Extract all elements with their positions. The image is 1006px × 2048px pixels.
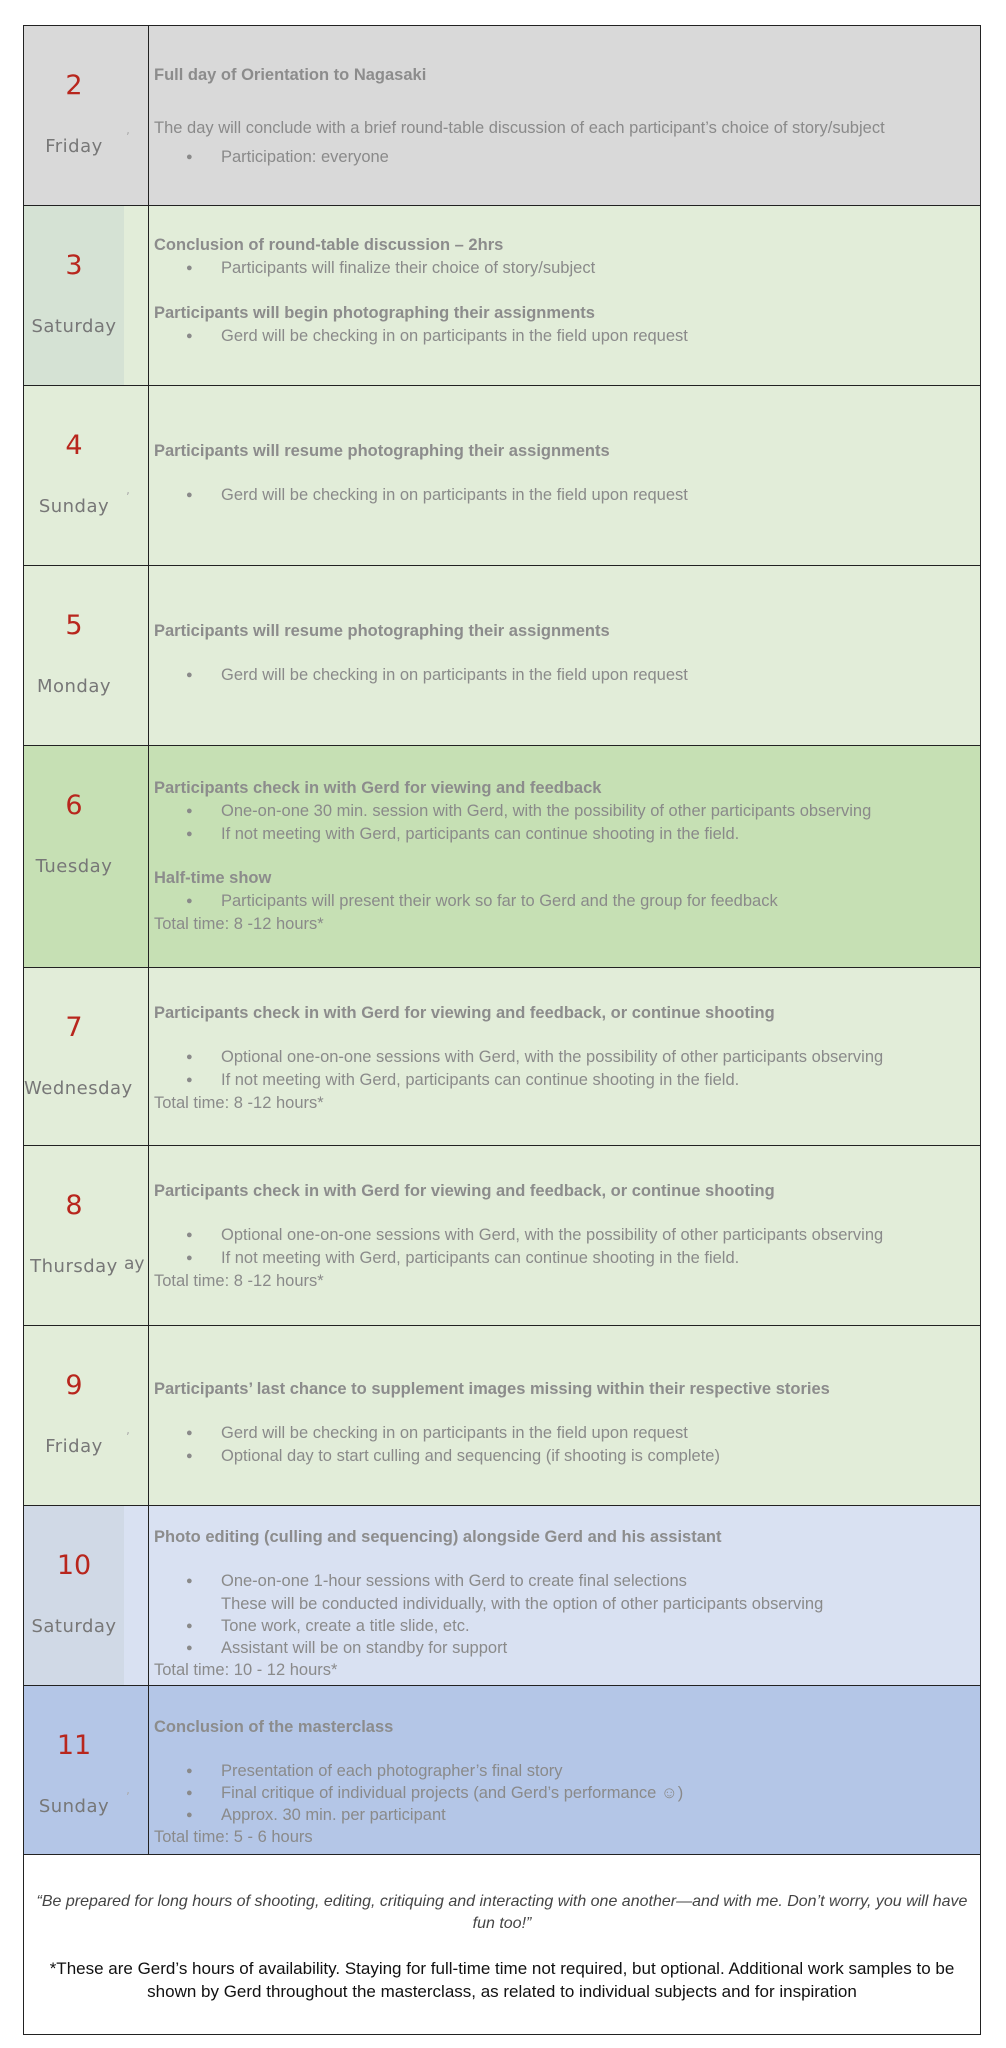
section-heading: Participants will resume photographing their assignments (154, 622, 610, 640)
bullet-dot-icon: ● (186, 1074, 193, 1086)
day-row (23, 565, 981, 745)
day-cell (24, 1686, 149, 1854)
bullet-dot-icon: ● (186, 330, 193, 342)
bullet-text: Presentation of each photographer’s final story (221, 1762, 563, 1780)
section-heading: Conclusion of round-table discussion – 2hrs (154, 236, 504, 254)
day-row (23, 25, 981, 205)
day-cell (24, 1146, 149, 1325)
footer-quote: “Be prepared for long hours of shooting, editing, critiquing and interacting with one another—and with me. Don’t worry, you will have fun too!” (36, 1893, 968, 1932)
footer-note: *These are Gerd’s hours of availability. Staying for full-time time not required, but optional. Additional work samples to be shown by Gerd throughout the masterclass, as related to individual subjects and for inspiration (49, 1959, 955, 2001)
section-heading: Half-time show (154, 869, 272, 887)
bullet-text: Gerd will be checking in on participants in the field upon request (221, 1424, 688, 1442)
bullet-text: These will be conducted individually, with the option of other participants observing (221, 1595, 824, 1613)
body-text: Total time: 5 - 6 hours (154, 1828, 313, 1846)
bullet-dot-icon: ● (186, 1051, 193, 1063)
bullet-text: Tone work, create a title slide, etc. (221, 1617, 470, 1635)
body-text: Total time: 8 -12 hours* (154, 915, 324, 933)
bullet-text: Participants will finalize their choice of story/subject (221, 259, 596, 277)
day-name: Friday (45, 136, 103, 157)
bullet-text: Assistant will be on standby for support (221, 1639, 508, 1657)
bullet-text: If not meeting with Gerd, participants can continue shooting in the field. (221, 1071, 740, 1089)
day-number: 3 (65, 250, 83, 281)
day-number: 2 (65, 70, 83, 101)
day-cell (24, 1506, 149, 1685)
bullet-text: Gerd will be checking in on participants in the field upon request (221, 666, 688, 684)
day-content (154, 1326, 974, 1505)
day-cell (24, 206, 149, 385)
day-content (154, 26, 974, 205)
section-heading: Participants check in with Gerd for viewing and feedback (154, 779, 602, 797)
day-row (23, 967, 981, 1145)
day-content (154, 566, 974, 745)
bullet-dot-icon: ● (186, 1252, 193, 1264)
body-text: Total time: 8 -12 hours* (154, 1094, 324, 1112)
bullet-text: Optional one-on-one sessions with Gerd, with the possibility of other participants observing (221, 1048, 884, 1066)
day-content (154, 968, 974, 1145)
day-row (23, 205, 981, 385)
day-content (154, 1146, 974, 1325)
day-content (154, 746, 974, 967)
day-cell (24, 26, 149, 205)
section-heading: Photo editing (culling and sequencing) alongside Gerd and his assistant (154, 1528, 722, 1546)
bullet-dot-icon: ● (186, 805, 193, 817)
body-text: The day will conclude with a brief round-table discussion of each participant’s choice of story/subject (154, 119, 885, 137)
day-content (154, 386, 974, 565)
day-number: 7 (65, 1012, 83, 1043)
bullet-dot-icon: ● (186, 1765, 193, 1777)
bullet-dot-icon: ● (186, 1450, 193, 1462)
day-number: 5 (65, 610, 83, 641)
bullet-dot-icon: ● (186, 895, 193, 907)
day-number: 4 (65, 430, 83, 461)
section-heading: Participants check in with Gerd for viewing and feedback, or continue shooting (154, 1004, 775, 1022)
bullet-dot-icon: ● (186, 1229, 193, 1241)
day-number: 10 (56, 1550, 92, 1581)
day-row (23, 1505, 981, 1685)
day-row (23, 1145, 981, 1325)
section-heading: Conclusion of the masterclass (154, 1718, 394, 1736)
bullet-dot-icon: ● (186, 1642, 193, 1654)
section-heading: Participants check in with Gerd for viewing and feedback, or continue shooting (154, 1182, 775, 1200)
body-text: Total time: 10 - 12 hours* (154, 1661, 338, 1679)
bullet-text: One-on-one 1-hour sessions with Gerd to create final selections (221, 1572, 687, 1590)
day-cell (24, 386, 149, 565)
day-number: 8 (65, 1190, 83, 1221)
day-name: Monday (36, 676, 112, 697)
day-name: Friday (45, 1436, 103, 1457)
bullet-text: Gerd will be checking in on participants in the field upon request (221, 327, 688, 345)
day-name: Sunday (38, 1796, 110, 1817)
section-heading: Participants’ last chance to supplement images missing within their respective stories (154, 1380, 830, 1398)
day-cell (24, 1326, 149, 1505)
bullet-text: If not meeting with Gerd, participants can continue shooting in the field. (221, 1249, 740, 1267)
day-content (154, 1506, 974, 1685)
bullet-dot-icon: ● (186, 262, 193, 274)
section-heading: Participants will resume photographing their assignments (154, 442, 610, 460)
day-number: 11 (56, 1730, 92, 1761)
day-row (23, 1685, 981, 1855)
bullet-dot-icon: ● (186, 1575, 193, 1587)
day-row (23, 745, 981, 967)
stray-mark: ʼ (126, 1790, 130, 1804)
day-number: 6 (65, 790, 83, 821)
bullet-dot-icon: ● (186, 1787, 193, 1799)
section-heading: Full day of Orientation to Nagasaki (154, 66, 427, 84)
bullet-text: One-on-one 30 min. session with Gerd, with the possibility of other participants observing (221, 802, 872, 820)
day-name: Sunday (38, 496, 110, 517)
bullet-text: If not meeting with Gerd, participants can continue shooting in the field. (221, 825, 740, 843)
day-cell (24, 566, 149, 745)
section-heading: Participants will begin photographing their assignments (154, 304, 595, 322)
day-cell (24, 968, 149, 1145)
day-name: Saturday (31, 1616, 117, 1637)
day-cell (24, 746, 149, 967)
day-row (23, 385, 981, 565)
bullet-text: Optional day to start culling and sequencing (if shooting is complete) (221, 1447, 720, 1465)
bullet-dot-icon: ● (186, 151, 193, 163)
day-content (154, 206, 974, 385)
bullet-text: Approx. 30 min. per participant (221, 1806, 446, 1824)
schedule-table (23, 25, 981, 2035)
bullet-text: Final critique of individual projects (and Gerd’s performance ☺) (221, 1784, 684, 1802)
day-name: Tuesday (35, 856, 113, 877)
day-row (23, 1325, 981, 1505)
stray-mark: ʼ (126, 130, 130, 144)
bullet-dot-icon: ● (186, 489, 193, 501)
day-name: Wednesday (24, 1078, 133, 1099)
bullet-text: Optional one-on-one sessions with Gerd, with the possibility of other participants observing (221, 1226, 884, 1244)
day-number: 9 (65, 1370, 83, 1401)
body-text: Total time: 8 -12 hours* (154, 1272, 324, 1290)
bullet-dot-icon: ● (186, 1427, 193, 1439)
day-name-overflow: ay (124, 1254, 145, 1274)
bullet-dot-icon: ● (186, 1809, 193, 1821)
day-name: Thursday (30, 1256, 118, 1277)
day-content (154, 1686, 974, 1854)
bullet-dot-icon: ● (186, 1620, 193, 1632)
bullet-text: Participation: everyone (221, 148, 389, 166)
bullet-text: Gerd will be checking in on participants in the field upon request (221, 486, 688, 504)
bullet-dot-icon: ● (186, 669, 193, 681)
stray-mark: ʼ (126, 490, 130, 504)
footer (23, 1855, 981, 2035)
day-name: Saturday (31, 316, 117, 337)
stray-mark: ʼ (126, 1430, 130, 1444)
bullet-text: Participants will present their work so far to Gerd and the group for feedback (221, 892, 778, 910)
bullet-dot-icon: ● (186, 828, 193, 840)
